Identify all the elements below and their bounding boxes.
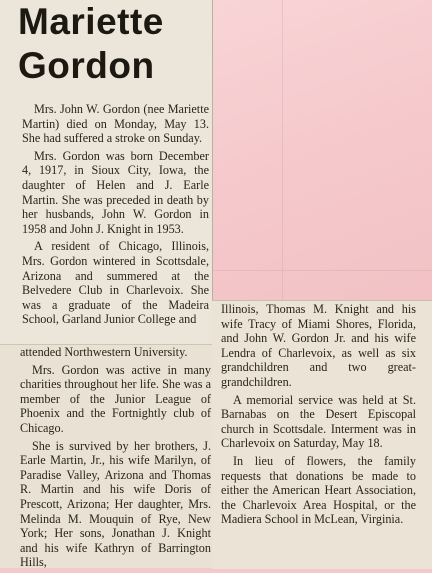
headline-line-1: Mariette	[18, 1, 164, 42]
pink-background-card	[212, 0, 432, 300]
paragraph-charities: Mrs. Gordon was active in many charities throughout her life. She was a member of the Junior League of Phoenix and the Fortnightly club of Chicago.	[20, 362, 211, 435]
paragraph-birth: Mrs. Gordon was born December 4, 1917, in Sioux City, Iowa, the daughter of Helen and J. Earle Martin. She was preceded in death by her husbands, John W. Gordon in 1958 and John J. Knight in 1953.	[22, 148, 209, 236]
paragraph-death-notice: Mrs. John W. Gordon (nee Mariette Martin) died on Monday, May 13. She had suffered a stroke on Sunday.	[22, 102, 209, 146]
article-column-right	[221, 302, 416, 530]
paragraph-memorial-service: A memorial service was held at St. Barnabas on the Desert Episcopal church in Scottsdale. Interment was in Charlevoix on Saturday, May 18.	[221, 392, 416, 451]
paragraph-donations: In lieu of flowers, the family requests that donations be made to either the American Heart Association, the Charlevoix Area Hospital, or the Madiera School in McLean, Virginia.	[221, 453, 416, 527]
headline-line-2: Gordon	[18, 45, 155, 86]
paragraph-residence: A resident of Chicago, Illinois, Mrs. Gordon wintered in Scottsdale, Arizona and summered at the Belvedere Club in Charlevoix. She was a graduate of the Madeira School, Garland Junior College and	[22, 239, 209, 327]
paragraph-survivors: She is survived by her brothers, J. Earle Martin, Jr., his wife Marilyn, of Paradise Valley, Arizona and Thomas R. Martin and his wife Doris of Prescott, Arizona; Her daughter, Mrs. Melinda M. Mouquin of Rye, New York; Her sons, Jonathan J. Knight and his wife Kathryn of Barrington Hills,	[20, 438, 211, 570]
obituary-headline	[18, 0, 208, 88]
paragraph-education-continued: attended Northwestern University.	[20, 345, 188, 359]
paragraph-survivors-continued: Illinois, Thomas M. Knight and his wife Tracy of Miami Shores, Florida, and John W. Gordon Jr. and his wife Lendra of Charlevoix, as well as six grandchildren and two great-grandchildren.	[221, 302, 416, 389]
article-column-left	[22, 102, 209, 330]
article-column-left-lower	[20, 345, 211, 573]
